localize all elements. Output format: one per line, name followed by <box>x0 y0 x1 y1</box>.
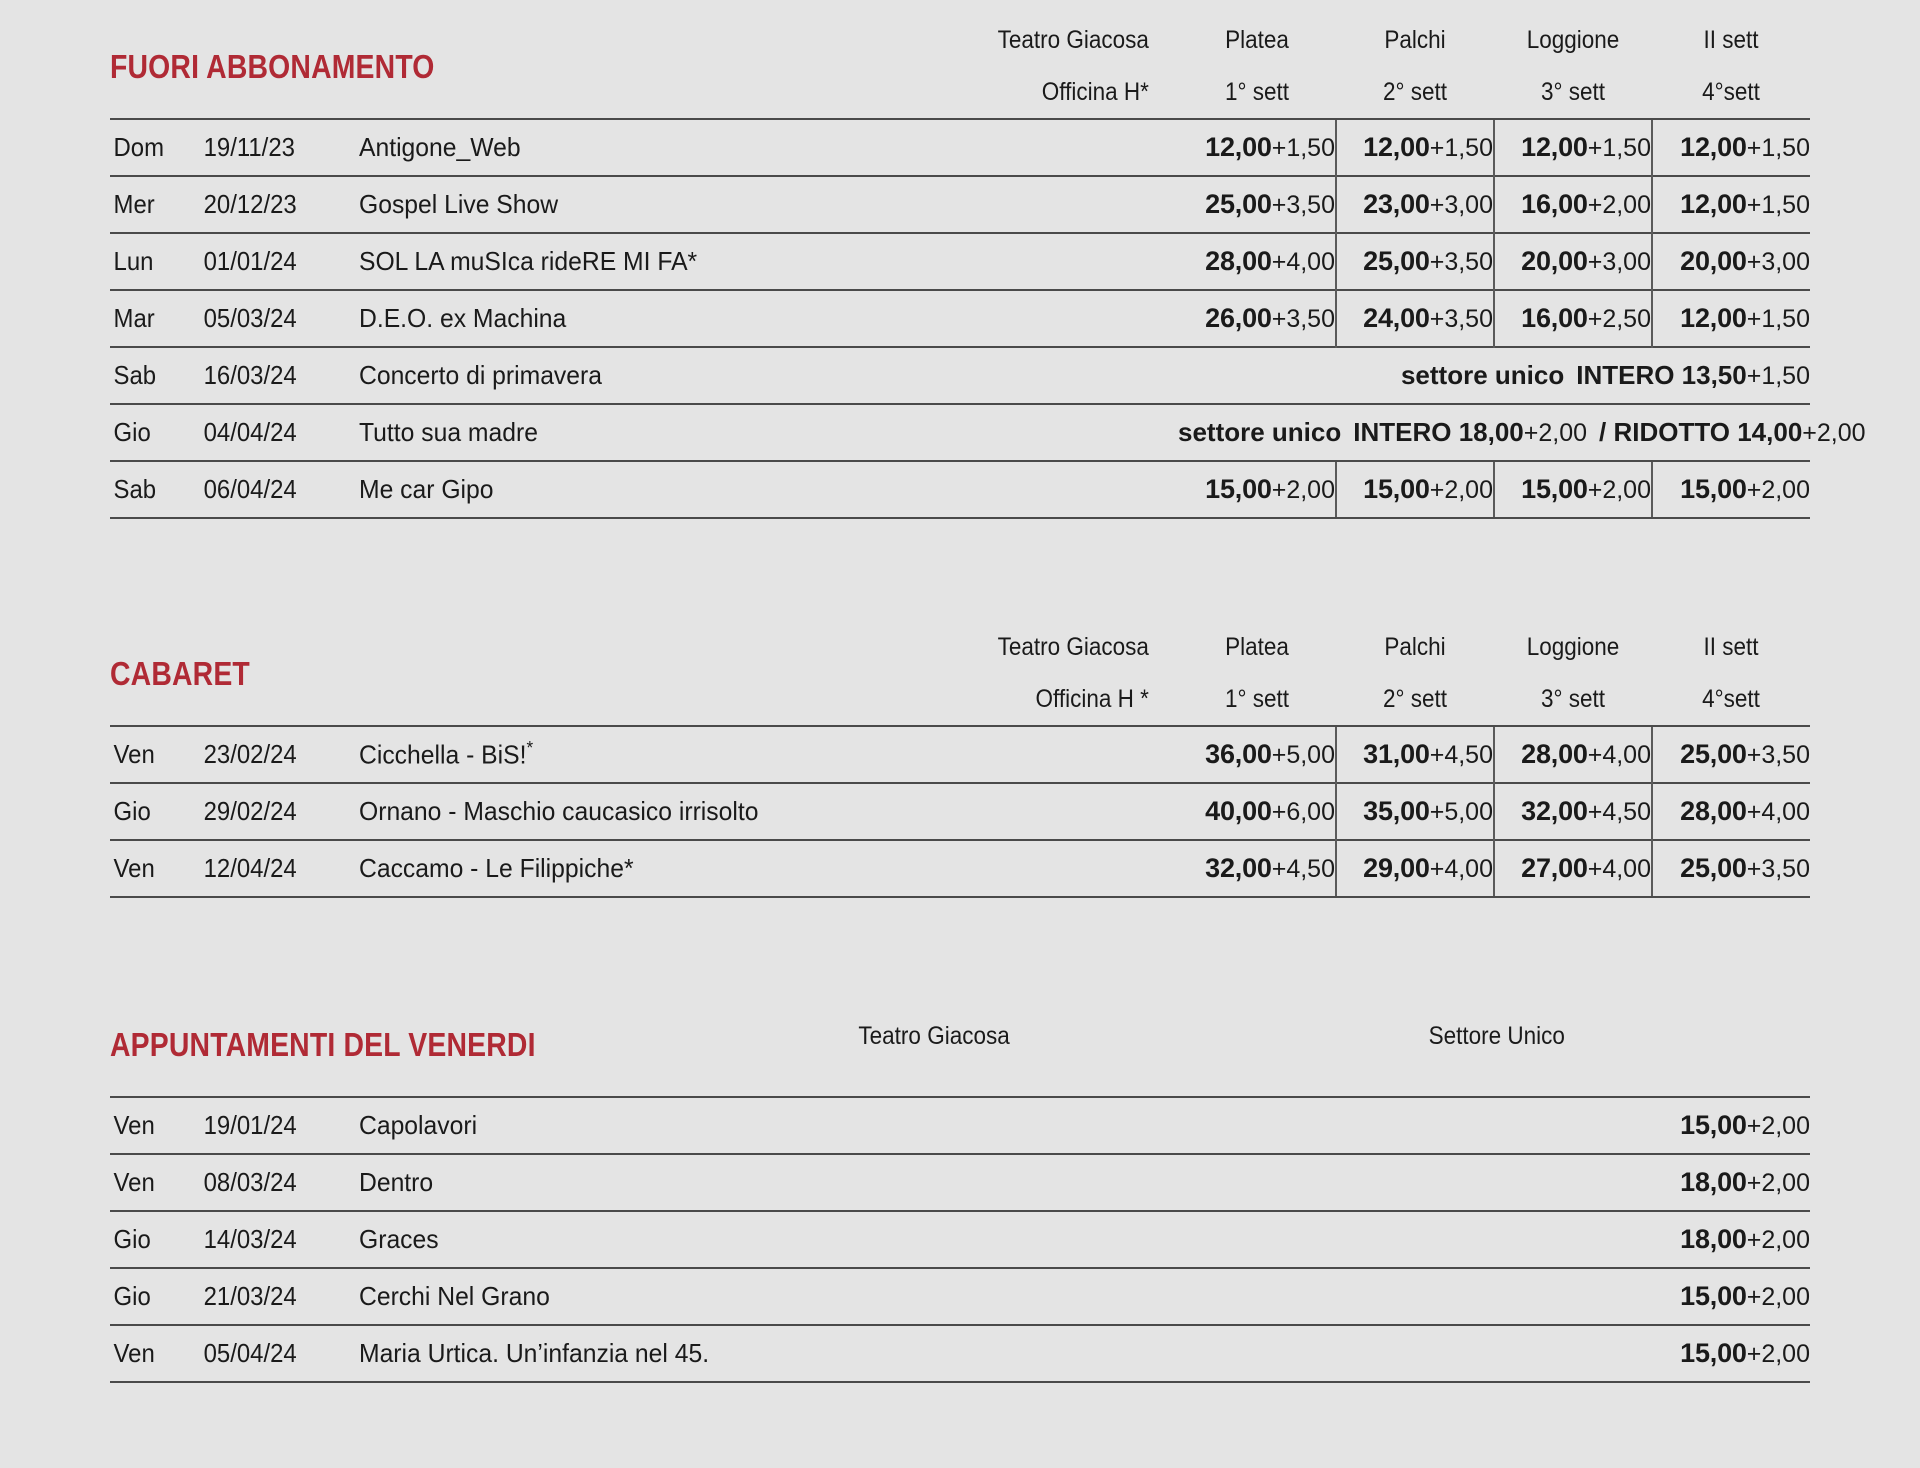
table-row[interactable] <box>110 726 1810 783</box>
cell-day: Dom <box>114 119 195 176</box>
header-col-ii-sett: II sett 4°sett <box>1702 633 1760 713</box>
section-gap <box>110 519 1810 607</box>
table-row[interactable] <box>110 1325 1810 1382</box>
cell-price-ii-sett: 12,00+1,50 <box>1652 290 1810 347</box>
cell-day: Mar <box>114 290 195 347</box>
column-headers <box>850 978 1810 1096</box>
cell-day: Sab <box>114 347 195 404</box>
cell-day: Ven <box>114 1325 195 1382</box>
cell-date: 08/03/24 <box>204 1154 333 1211</box>
events-table <box>110 725 1810 898</box>
header-col-loggione: Loggione 3° sett <box>1526 633 1620 713</box>
cell-price-loggione: 32,00+4,50 <box>1494 783 1652 840</box>
cell-title: Maria Urtica. Un’infanzia nel 45. <box>359 1325 1157 1382</box>
cell-price-ii-sett: 28,00+4,00 <box>1652 783 1810 840</box>
cell-date: 21/03/24 <box>204 1268 333 1325</box>
section-header <box>110 978 1810 1096</box>
cell-day: Lun <box>114 233 195 290</box>
column-headers <box>848 607 1810 712</box>
header-col-platea: Platea 1° sett <box>1224 26 1290 106</box>
footnote-star-icon: * <box>526 738 534 759</box>
cell-price-ii-sett: 25,00+3,50 <box>1652 840 1810 897</box>
cell-price-settore-unico: 15,00+2,00 <box>1178 1097 1810 1154</box>
cell-title: D.E.O. ex Machina <box>359 290 1157 347</box>
cell-price-palchi: 31,00+4,50 <box>1336 726 1494 783</box>
section-title: CABARET <box>110 655 250 692</box>
cell-title: Gospel Live Show <box>359 176 1157 233</box>
cell-date: 23/02/24 <box>204 726 333 783</box>
cell-date: 19/11/23 <box>204 119 333 176</box>
cell-day: Ven <box>114 1154 195 1211</box>
cell-date: 05/04/24 <box>204 1325 333 1382</box>
cell-price-loggione: 16,00+2,00 <box>1494 176 1652 233</box>
header-col-platea: Platea 1° sett <box>1224 633 1290 713</box>
table-row[interactable] <box>110 233 1810 290</box>
cell-price-loggione: 20,00+3,00 <box>1494 233 1652 290</box>
cell-date: 06/04/24 <box>204 461 333 518</box>
cell-day: Ven <box>114 726 195 783</box>
events-table <box>110 1096 1810 1383</box>
cell-day: Gio <box>114 783 195 840</box>
cell-date: 16/03/24 <box>204 347 333 404</box>
cell-price-ii-sett: 15,00+2,00 <box>1652 461 1810 518</box>
cell-date: 04/04/24 <box>204 404 333 461</box>
cell-date: 19/01/24 <box>204 1097 333 1154</box>
cell-price-platea: 12,00+1,50 <box>1178 119 1336 176</box>
table-row[interactable] <box>110 1154 1810 1211</box>
cell-price-ii-sett: 25,00+3,50 <box>1652 726 1810 783</box>
cell-price-ii-sett: 12,00+1,50 <box>1652 176 1810 233</box>
cell-title: Cicchella - BiS!* <box>359 726 1157 783</box>
cell-price-settore-unico: 18,00+2,00 <box>1178 1154 1810 1211</box>
cell-title: Concerto di primavera <box>359 347 1157 404</box>
cell-price-palchi: 35,00+5,00 <box>1336 783 1494 840</box>
cell-title: Tutto sua madre <box>359 404 1157 461</box>
cell-day: Gio <box>114 1268 195 1325</box>
cell-price-platea: 36,00+5,00 <box>1178 726 1336 783</box>
cell-price-platea: 15,00+2,00 <box>1178 461 1336 518</box>
table-row[interactable] <box>110 119 1810 176</box>
cell-price-palchi: 23,00+3,00 <box>1336 176 1494 233</box>
section-header <box>110 0 1810 118</box>
table-row[interactable] <box>110 1211 1810 1268</box>
cell-price-platea: 40,00+6,00 <box>1178 783 1336 840</box>
cell-date: 20/12/23 <box>204 176 333 233</box>
cell-title: Cerchi Nel Grano <box>359 1268 1157 1325</box>
header-col-palchi: Palchi 2° sett <box>1382 26 1448 106</box>
section-header <box>110 607 1810 725</box>
cell-day: Ven <box>114 840 195 897</box>
cell-price-palchi: 24,00+3,50 <box>1336 290 1494 347</box>
section-gap <box>110 898 1810 978</box>
cell-price-loggione: 27,00+4,00 <box>1494 840 1652 897</box>
cell-price-platea: 26,00+3,50 <box>1178 290 1336 347</box>
cell-price-palchi: 25,00+3,50 <box>1336 233 1494 290</box>
cell-price-palchi: 12,00+1,50 <box>1336 119 1494 176</box>
table-row[interactable] <box>110 1097 1810 1154</box>
table-row[interactable] <box>110 840 1810 897</box>
header-venue: Teatro Giacosa <box>858 1022 1010 1050</box>
cell-price-loggione: 15,00+2,00 <box>1494 461 1652 518</box>
column-headers <box>848 0 1810 105</box>
cell-price-platea: 32,00+4,50 <box>1178 840 1336 897</box>
cell-price-settore-unico: 18,00+2,00 <box>1178 1211 1810 1268</box>
table-row[interactable] <box>110 783 1810 840</box>
cell-date: 01/01/24 <box>204 233 333 290</box>
cell-title: SOL LA muSIca rideRE MI FA* <box>359 233 1157 290</box>
cell-price-platea: 28,00+4,00 <box>1178 233 1336 290</box>
cell-price-ii-sett: 20,00+3,00 <box>1652 233 1810 290</box>
cell-price-loggione: 12,00+1,50 <box>1494 119 1652 176</box>
table-row[interactable] <box>110 290 1810 347</box>
header-venue: Teatro Giacosa Officina H * <box>997 633 1149 713</box>
cell-date: 14/03/24 <box>204 1211 333 1268</box>
cell-day: Mer <box>114 176 195 233</box>
cell-price-palchi: 15,00+2,00 <box>1336 461 1494 518</box>
header-col-loggione: Loggione 3° sett <box>1526 26 1620 106</box>
cell-title: Antigone_Web <box>359 119 1157 176</box>
cell-price-settore-unico: settore unico INTERO 18,00+2,00 / RIDOTTO 14,00+2,00 <box>1178 404 1810 461</box>
cell-title: Ornano - Maschio caucasico irrisolto <box>359 783 1157 840</box>
cell-title: Dentro <box>359 1154 1157 1211</box>
cell-price-settore-unico: 15,00+2,00 <box>1178 1325 1810 1382</box>
cell-day: Gio <box>114 404 195 461</box>
table-row[interactable] <box>110 176 1810 233</box>
cell-date: 12/04/24 <box>204 840 333 897</box>
section-appuntamenti-del-venerdi <box>110 978 1810 1383</box>
table-row[interactable] <box>110 404 1810 461</box>
header-venue: Teatro Giacosa Officina H* <box>997 26 1149 106</box>
cell-price-settore-unico: settore unico INTERO 13,50+1,50 <box>1178 347 1810 404</box>
cell-date: 29/02/24 <box>204 783 333 840</box>
table-row[interactable] <box>110 347 1810 404</box>
table-row[interactable] <box>110 1268 1810 1325</box>
cell-title: Graces <box>359 1211 1157 1268</box>
header-col-palchi: Palchi 2° sett <box>1382 633 1448 713</box>
header-settore-unico: Settore Unico <box>1428 1022 1565 1050</box>
cell-price-loggione: 28,00+4,00 <box>1494 726 1652 783</box>
cell-title: Capolavori <box>359 1097 1157 1154</box>
section-title: FUORI ABBONAMENTO <box>110 48 435 85</box>
events-table <box>110 118 1866 519</box>
cell-price-platea: 25,00+3,50 <box>1178 176 1336 233</box>
table-row[interactable] <box>110 461 1810 518</box>
cell-price-settore-unico: 15,00+2,00 <box>1178 1268 1810 1325</box>
cell-day: Ven <box>114 1097 195 1154</box>
section-cabaret <box>110 607 1810 898</box>
cell-day: Gio <box>114 1211 195 1268</box>
cell-title: Caccamo - Le Filippiche* <box>359 840 1157 897</box>
cell-date: 05/03/24 <box>204 290 333 347</box>
cell-day: Sab <box>114 461 195 518</box>
cell-title: Me car Gipo <box>359 461 1157 518</box>
cell-price-ii-sett: 12,00+1,50 <box>1652 119 1810 176</box>
section-title: APPUNTAMENTI DEL VENERDI <box>110 1026 536 1063</box>
section-fuori-abbonamento <box>110 0 1866 519</box>
cell-price-loggione: 16,00+2,50 <box>1494 290 1652 347</box>
cell-price-palchi: 29,00+4,00 <box>1336 840 1494 897</box>
header-col-ii-sett: II sett 4°sett <box>1702 26 1760 106</box>
